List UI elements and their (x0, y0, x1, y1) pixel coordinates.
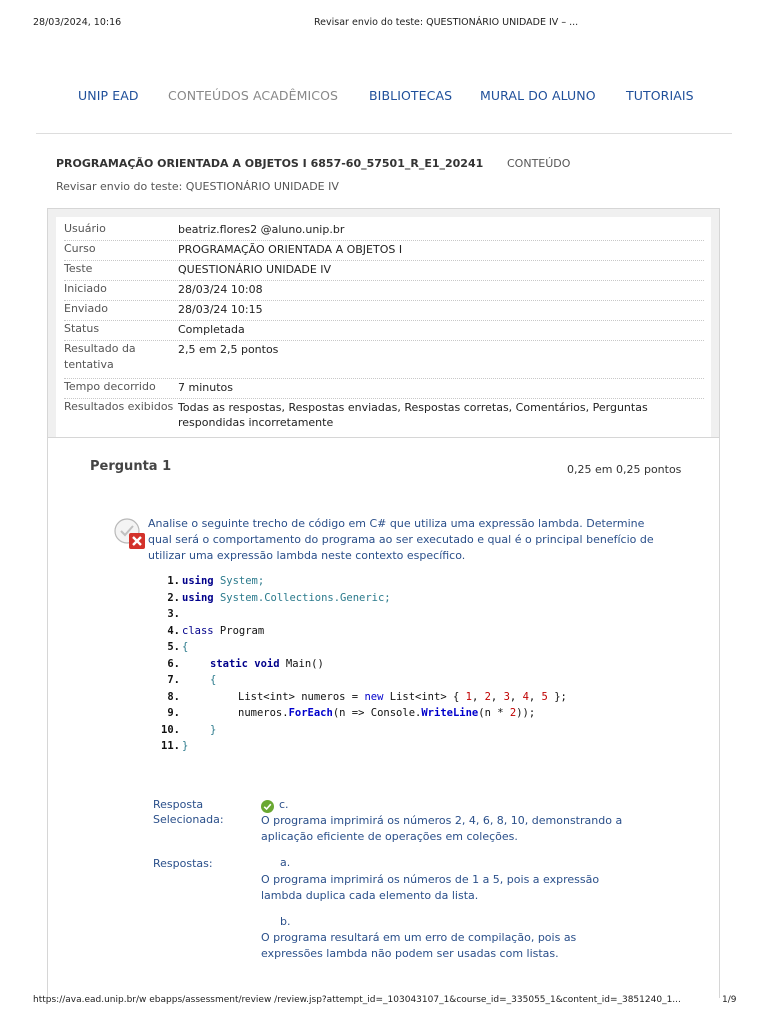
info-label: Teste (64, 262, 93, 275)
info-value: 7 minutos (178, 381, 233, 394)
info-value: 28/03/24 10:08 (178, 283, 263, 296)
incorrect-answer-icon (112, 516, 148, 552)
info-label: Tempo decorrido (64, 380, 156, 393)
code-line-number: 3. (167, 608, 180, 620)
code-line: using System; (182, 575, 265, 587)
selected-answer-label: Resposta Selecionada: (153, 798, 224, 826)
print-doc-title: Revisar envio do teste: QUESTIONÁRIO UNIDADE IV – ... (314, 17, 579, 28)
info-row-curso (64, 241, 704, 261)
code-line: static void Main() (210, 657, 324, 670)
answer-option-b: O programa resultará em um erro de compilação, pois as expressões lambda não podem ser usadas com listas. (261, 931, 577, 960)
info-value: 28/03/24 10:15 (178, 303, 263, 316)
info-value: beatriz.flores2 @aluno.unip.br (178, 223, 345, 236)
question-title: Pergunta 1 (90, 459, 172, 474)
nav-unip-ead[interactable]: UNIP EAD (78, 88, 139, 103)
info-row-usuario (64, 221, 704, 241)
breadcrumb-course[interactable]: PROGRAMAÇÃO ORIENTADA A OBJETOS I 6857-60_57501_R_E1_20241 (56, 157, 484, 170)
attempt-info-panel (47, 208, 720, 438)
selected-answer-letter: c. (279, 798, 289, 811)
info-row-enviado (64, 301, 704, 321)
selected-answer-text: O programa imprimirá os números 2, 4, 6, 8, 10, demonstrando a aplicação eficiente de operações em coleções. (261, 814, 623, 843)
info-row-tempo (64, 379, 704, 399)
answer-letter: b. (280, 915, 291, 928)
info-label: Iniciado (64, 282, 107, 295)
info-row-resultados-exibidos (64, 399, 704, 435)
code-line: } (210, 723, 217, 736)
info-value: 2,5 em 2,5 pontos (178, 343, 279, 356)
code-line: } (182, 740, 189, 752)
nav-tutoriais[interactable]: TUTORIAIS (626, 88, 694, 103)
code-line-number: 5. (167, 641, 180, 653)
info-row-iniciado (64, 281, 704, 301)
code-line-number: 2. (167, 591, 180, 604)
question-score: 0,25 em 0,25 pontos (567, 463, 682, 476)
info-value: Todas as respostas, Respostas enviadas, Respostas corretas, Comentários, Perguntas respondidas incorretamente (178, 401, 648, 429)
code-line-number: 9. (167, 707, 180, 719)
nav-conteudos-academicos[interactable]: CONTEÚDOS ACADÊMICOS (168, 88, 339, 103)
info-row-status (64, 321, 704, 341)
print-page-number: 1/9 (722, 995, 737, 1005)
info-label: Curso (64, 242, 96, 255)
attempt-info-table (56, 217, 711, 437)
answer-letter: a. (280, 856, 291, 869)
print-datetime: 28/03/2024, 10:16 (33, 17, 122, 28)
info-value: Completada (178, 323, 245, 336)
code-line: { (182, 641, 189, 653)
code-line: using System.Collections.Generic; (182, 591, 391, 604)
info-row-teste (64, 261, 704, 281)
code-line: numeros.ForEach(n => Console.WriteLine(n * 2)); (238, 707, 536, 719)
info-label: Resultados exibidos (64, 400, 174, 413)
code-line-number: 7. (167, 674, 180, 686)
info-label: Enviado (64, 302, 108, 315)
correct-check-icon (261, 800, 274, 813)
info-row-resultado (64, 341, 704, 379)
code-line-number: 10. (161, 723, 180, 736)
page-title: Revisar envio do teste: QUESTIONÁRIO UNIDADE IV (56, 180, 339, 193)
code-line-number: 8. (167, 690, 180, 703)
info-value: PROGRAMAÇÃO ORIENTADA A OBJETOS I (178, 243, 403, 256)
code-line: class Program (182, 624, 265, 637)
code-line-number: 6. (167, 657, 180, 670)
code-line: { (210, 674, 217, 686)
nav-divider (36, 133, 732, 134)
breadcrumb-content[interactable]: CONTEÚDO (507, 157, 571, 170)
nav-mural-do-aluno[interactable]: MURAL DO ALUNO (480, 88, 596, 103)
print-url: https://ava.ead.unip.br/w ebapps/assessment/review /review.jsp?attempt_id=_103043107_1&course_id=_335055_1&content_id=_3851240_1... (33, 995, 681, 1005)
question-text: Analise o seguinte trecho de código em C# que utiliza uma expressão lambda. Determine qual será o comportamento do programa ao ser executado e qual é o principal benefício de utilizar uma expressão lambda neste contexto específico. (148, 517, 654, 562)
nav-bibliotecas[interactable]: BIBLIOTECAS (369, 88, 453, 103)
info-value: QUESTIONÁRIO UNIDADE IV (178, 263, 332, 276)
code-line: List<int> numeros = new List<int> { 1, 2, 3, 4, 5 }; (238, 690, 567, 703)
code-line-number: 11. (161, 740, 180, 752)
info-label: Status (64, 322, 100, 335)
answers-label: Respostas: (153, 857, 213, 870)
code-line-number: 4. (167, 624, 180, 637)
code-line-number: 1. (167, 575, 180, 587)
info-label: Resultado da tentativa (64, 342, 136, 371)
answer-option-a: O programa imprimirá os números de 1 a 5, pois a expressão lambda duplica cada elemento da lista. (261, 873, 600, 902)
info-label: Usuário (64, 222, 106, 235)
